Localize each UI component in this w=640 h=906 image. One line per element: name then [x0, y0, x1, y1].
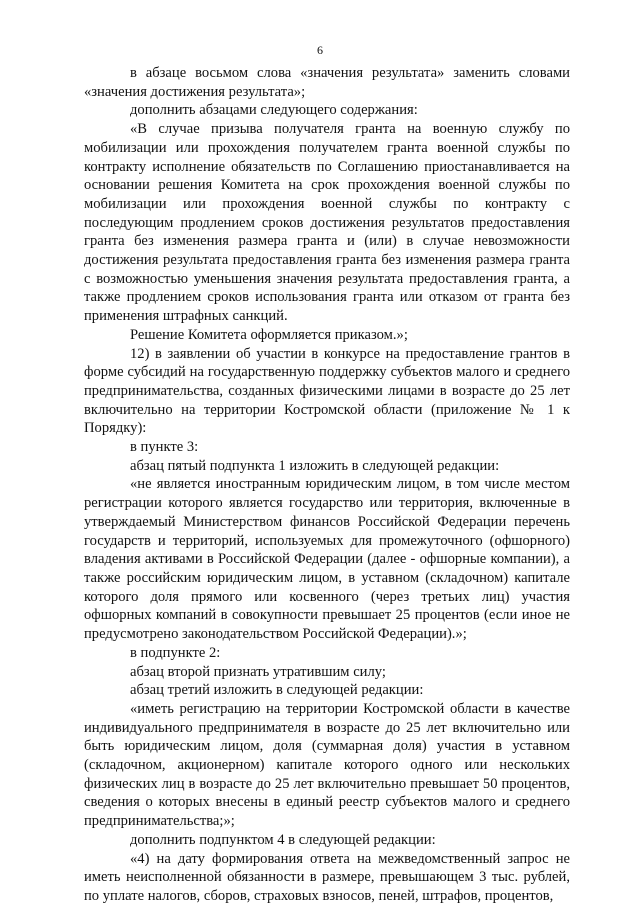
document-body: [84, 64, 570, 906]
paragraph-military-service: «В случае призыва получателя гранта на военную службу по мобилизации или прохождения получателем гранта военной службы по контракту исполнение обязательств по Соглашению приостанавливается на основании решения Комитета на срок прохождения военной службы по мобилизации или прохождения военной службы по контракту с последующим продлением сроков достижения результатов предоставления гранта без изменения размера гранта и (или) в случае невозможности достижения результата предоставления гранта без изменения размера гранта с возможностью уменьшения значения результата предоставления гранта, а также продлением сроков использования гранта или отказом от гранта без применения штрафных санкций.: [84, 121, 570, 325]
paragraph-second-void: абзац второй признать утратившим силу;: [130, 663, 386, 680]
paragraph-replace-wording: в абзаце восьмом слова «значения результата» заменить словами «значения достижения результата»;: [84, 65, 570, 100]
paragraph-third-new: абзац третий изложить в следующей редакции:: [130, 682, 424, 699]
paragraph-offshore: «не является иностранным юридическим лицом, в том числе местом регистрации которого является государство или территория, включенные в утверждаемый Министерством финансов Российской Федерации перечень государств и территорий, используемых для промежуточного (офшорного) владения активами в Российской Федерации (далее - офшорные компании), а также российским юридическим лицом, в уставном (складочном) капитале которого доля прямого или косвенного (через третьих лиц) участия офшорных компаний в совокупности превышает 25 процентов (если иное не предусмотрено законодательством Российской Федерации).»;: [84, 476, 570, 643]
paragraph-subpoint-1: абзац пятый подпункта 1 изложить в следующей редакции:: [130, 457, 500, 474]
paragraph-add-intro: дополнить абзацами следующего содержания:: [130, 102, 418, 119]
paragraph-item-12: 12) в заявлении об участии в конкурсе на предоставление грантов в форме субсидий на государственную поддержку субъектов малого и среднего предпринимательства, созданных физическими лицами в возрасте до 25 лет включительно на территории Костромской области (приложение № 1 к Порядку):: [84, 345, 570, 437]
page-number: 6: [317, 43, 323, 57]
paragraph-add-subpoint-4: дополнить подпунктом 4 в следующей редакции:: [130, 831, 436, 848]
paragraph-subpoint-4: «4) на дату формирования ответа на межведомственный запрос не иметь неисполненной обязанности в размере, превышающем 3 тыс. рублей, по уплате налогов, сборов, страховых взносов, пеней, штрафов, процентов,: [84, 850, 570, 904]
paragraph-subpoint-2: в подпункте 2:: [130, 644, 221, 661]
paragraph-point-3: в пункте 3:: [130, 439, 199, 456]
paragraph-committee-order: Решение Комитета оформляется приказом.»;: [130, 326, 408, 343]
paragraph-registration: «иметь регистрацию на территории Костромской области в качестве индивидуального предпринимателя в возрасте до 25 лет включительно или быть юридическим лицом, доля (суммарная доля) участия в уставном (складочном, акционерном) капитале которого одного или нескольких физических лиц в возрасте до 25 лет включительно превышает 50 процентов, сведения о которых внесены в единый реестр субъектов малого и среднего предпринимательства;»;: [84, 700, 570, 830]
